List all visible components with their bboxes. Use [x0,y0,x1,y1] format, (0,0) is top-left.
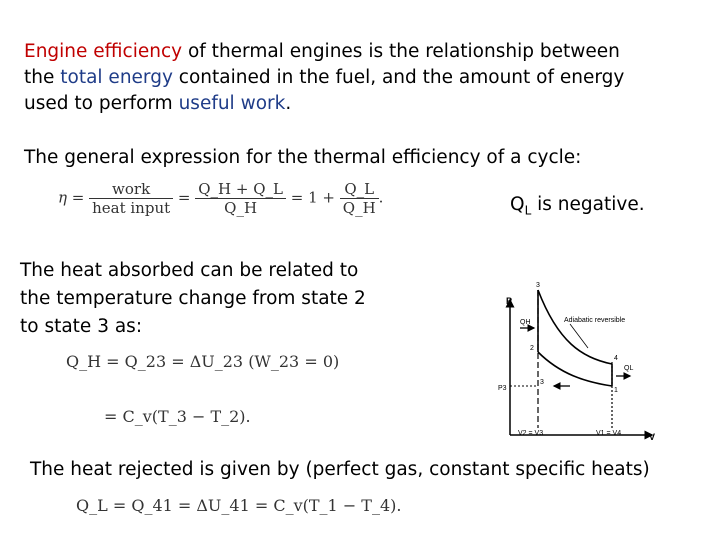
state-3-label: 3 [536,282,540,289]
adiabatic-leader-line [570,324,588,348]
p-axis-label: P [506,296,513,306]
v-axis-label: V [649,432,656,442]
v2-v3-label: V2 = V3 [518,430,544,437]
intro-line-1: Engine efficiency of thermal engines is the relationship between [24,41,620,62]
term-total-energy: total energy [60,67,173,88]
qh-equation-line-1: Q_H = Q_23 = ΔU_23 (W_23 = 0) [66,352,340,371]
ql-label: QL [624,365,634,372]
p3-label: P3 [498,385,507,392]
qh-equation-line-2: = C_v(T_3 − T_2). [104,407,251,426]
general-expression-text: The general expression for the thermal efficiency of a cycle: [24,147,582,168]
efficiency-equation: η = $\frac{\text{work}}{\text{heat input}}$ = $\frac{Q\_H + Q\_L}{Q\_H}$ = 1 + $\frac{Q\_L}{Q\_H}$ . [58,180,384,217]
absorbed-line-2: the temperature change from state 2 [20,288,366,309]
state-4-label: 4 [614,355,618,362]
intro-line-3: used to perform useful work. [24,93,292,114]
ql-equation: Q_L = Q_41 = ΔU_41 = C_v(T_1 − T_4). [76,496,402,515]
state-1-label: 1 [614,387,618,394]
term-engine-efficiency: Engine efficiency [24,41,183,62]
pv-diagram [490,270,668,445]
adiabatic-label: Adiabatic reversible [564,317,626,324]
intro-line-2: the total energy contained in the fuel, and the amount of energy [24,67,625,88]
adiabatic-expansion-curve [538,290,612,364]
qh-label: QH [520,319,531,326]
absorbed-line-1: The heat absorbed can be related to [20,260,359,281]
v1-v4-label: V1 = V4 [596,430,622,437]
term-useful-work: useful work [178,93,286,114]
rejected-text: The heat rejected is given by (perfect gas, constant specific heats) [30,459,650,480]
absorbed-line-3: to state 3 as: [20,316,143,337]
state-2-label: 2 [530,345,534,352]
adiabatic-compression-curve [538,352,612,386]
ql-negative-note: $Q_L$ is negative. [510,194,645,218]
state-3b-label: 3 [540,379,544,386]
